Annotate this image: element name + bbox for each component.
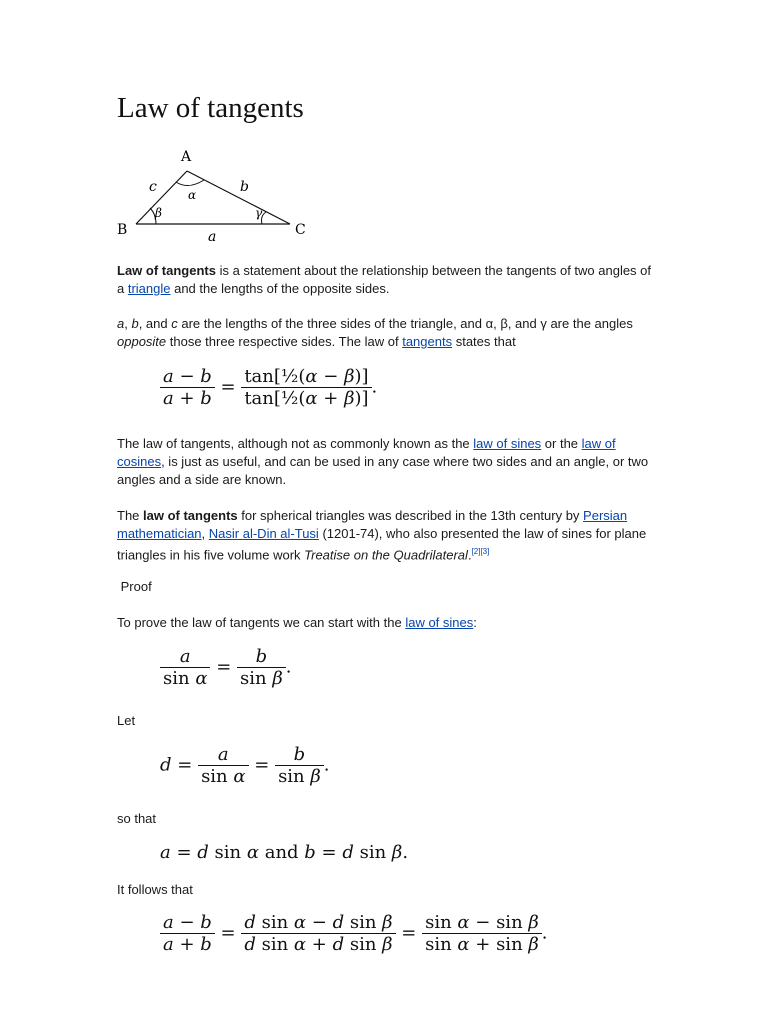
link-nasir-al-din-al-tusi[interactable]: Nasir al-Din al-Tusi <box>208 526 319 541</box>
angle-alpha-label: α <box>188 188 197 202</box>
vertex-b-label: B <box>117 222 128 238</box>
formula-a-b-in-terms-of-d: a = d sin α and b = d sin β. <box>160 842 409 863</box>
side-c-label: c <box>149 179 157 195</box>
angle-beta-label: β <box>155 206 162 220</box>
let-label: Let <box>117 713 136 728</box>
definition-paragraph: a, b, and c are the lengths of the three sides of the triangle, and α, β, and γ are the angles opposite those three respective sides. The law of tangents states that <box>117 316 633 349</box>
page-title: Law of tangents <box>117 92 304 124</box>
link-law-of-cosines[interactable]: law of cosines <box>117 436 616 469</box>
side-a-label: a <box>208 229 217 244</box>
it-follows-label: It follows that <box>117 882 193 897</box>
formula-ratio-derivation: $\frac{a - b}{a + b}$ = $\frac{\text{d sin α − d sin β}}{\text{d sin α + d sin β}}$ = $\frac{\text{sin α − sin β}}{\text{sin α + sin β}}$ . <box>160 912 548 955</box>
formula-d-definition: d = $\frac{a}{\text{sin α}}$ = $\frac{b}{\text{sin β}}$ . <box>160 744 330 787</box>
proof-heading: Proof <box>117 579 152 594</box>
link-law-of-sines[interactable]: law of sines <box>473 436 542 451</box>
side-b-label: b <box>240 179 249 195</box>
proof-intro-paragraph: To prove the law of tangents we can start with the law of sines: <box>117 615 477 630</box>
link-law-of-sines-2[interactable]: law of sines <box>405 615 474 630</box>
reference-links[interactable]: [2][3] <box>471 547 490 556</box>
link-persian-mathematician[interactable]: Persian mathematician <box>117 508 628 541</box>
comparison-paragraph: The law of tangents, although not as commonly known as the law of sines or the law of cosines, is just as useful, and can be used in any case where two sides and an angle, or two angles and a side are known. <box>117 436 649 487</box>
vertex-a-label: A <box>181 149 192 165</box>
vertex-c-label: C <box>295 222 306 238</box>
angle-gamma-label: γ <box>255 206 263 220</box>
intro-bold-term: Law of tangents <box>117 263 216 278</box>
intro-paragraph: Law of tangents is a statement about the relationship between the tangents of two angles of a triangle and the lengths of the opposite sides. <box>117 263 652 296</box>
formula-law-of-sines: $\frac{a}{\text{sin α}}$ = $\frac{b}{\text{sin β}}$ . <box>160 646 291 689</box>
so-that-label: so that <box>117 811 157 826</box>
history-paragraph: The law of tangents for spherical triangles was described in the 13th century by Persian mathematician, Nasir al-Din al-Tusi (1201-74), who also presented the law of sines for plane triangles in his five volume work Treatise on the Quadrilateral.[2][3] <box>117 508 647 563</box>
link-tangents[interactable]: tangents <box>402 334 453 349</box>
triangle-figure <box>112 144 312 244</box>
formula-law-of-tangents: $\frac{a - b}{a + b}$ = $\frac{\text{tan[½(α − β)]}}{\text{tan[½(α + β)]}}$ . <box>160 366 377 409</box>
link-triangle[interactable]: triangle <box>127 281 171 296</box>
